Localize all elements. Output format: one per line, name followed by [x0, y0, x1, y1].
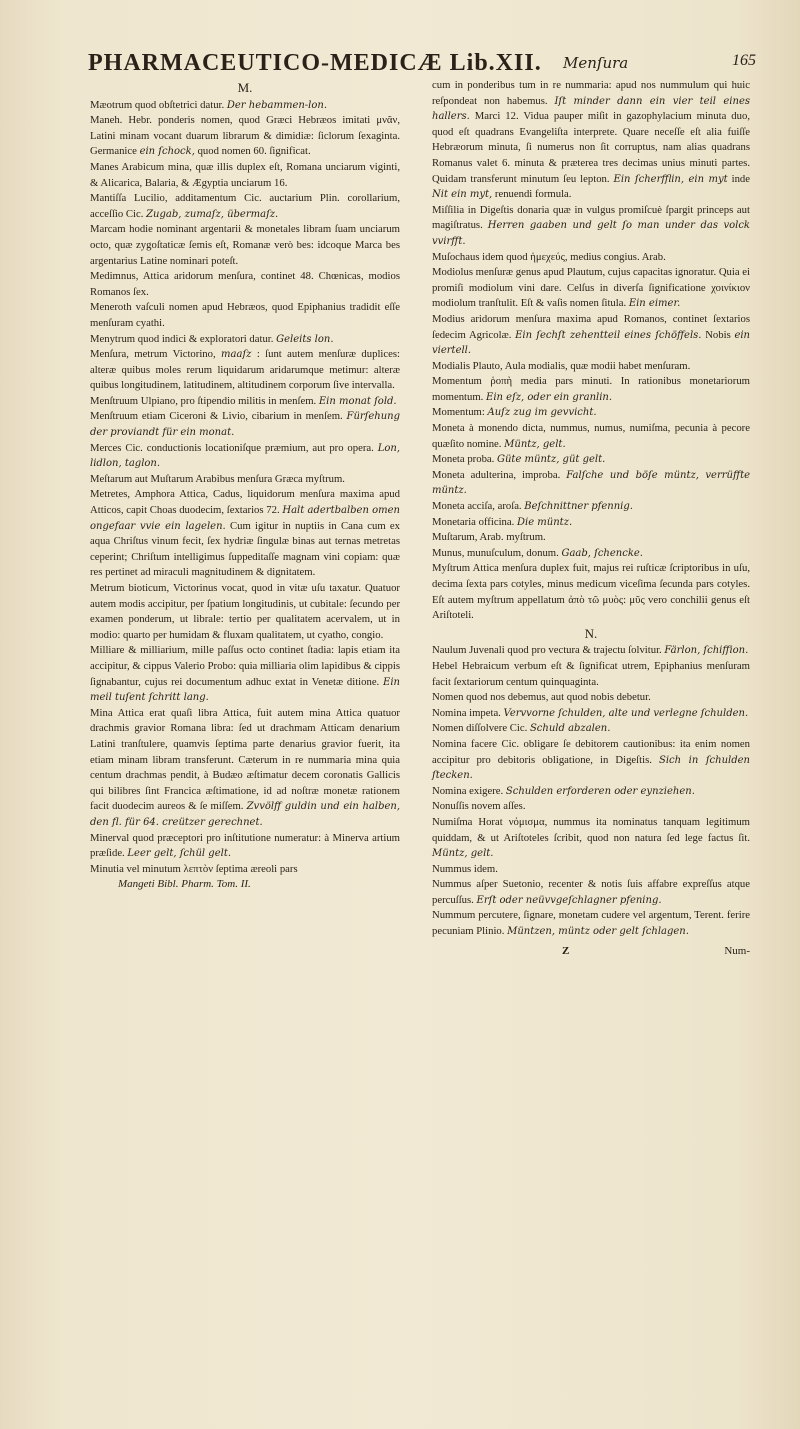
dictionary-entry [90, 441, 400, 472]
letter-heading-m: M. [237, 80, 253, 95]
german-gloss: Fürſehung der proviandt für ein monat. [90, 411, 401, 439]
dictionary-entry [432, 799, 750, 815]
german-gloss: maaſz [221, 349, 252, 361]
latin-text: Nummum percutere, ſignare, monetam cudere vel argentum, Terent. ferire pecuniam Plinio. [432, 909, 750, 938]
german-gloss: Ein meil tuſent ſchritt lang. [90, 676, 400, 704]
latin-text: Mæotrum quod obſtetrici datur. [90, 98, 225, 111]
german-gloss: Geleits lon. [276, 333, 334, 345]
german-gloss: Gaab, ſchencke. [561, 547, 643, 559]
footer-bibliography: Mangeti Bibl. Pharm. Tom. II. [118, 878, 251, 891]
dictionary-entry [90, 472, 400, 488]
latin-text: Modius aridorum menſura maxima apud Romanos, continet ſextarios ſedecim Agricolæ. [432, 312, 750, 341]
latin-text: Mina Attica erat quaſi libra Attica, fuit autem mina Attica quatuor drachmis gravior Romana libra: ſed ut drachmam Atticam denarium Latini tranſtulere, quamvis ſeptima parte denarius gravior fuerit, ita etiam minam libram transferunt. Cæterum in re nummaria mina quia centum drachmas pendit, à Budæo æſtimatur decem coronatis Gallicis qui bilibres ſint Francica æſtimatione, id ad noſtræ monetæ rationem facit duodecim aureos & ſe miſſem. [90, 706, 400, 813]
dictionary-entry [432, 643, 750, 659]
latin-text: Moneta acciſa, aroſa. [432, 500, 522, 513]
latin-text: Menſura, metrum Victorino, [90, 348, 216, 361]
dictionary-entry [90, 300, 400, 331]
german-gloss: Der hebammen-lon. [226, 99, 328, 111]
latin-text: Naulum Juvenali quod pro vectura & trajectu ſolvitur. [432, 644, 662, 657]
dictionary-entry [90, 581, 400, 643]
latin-text: Meſtarum aut Muſtarum Arabibus menſura Græca myſtrum. [90, 472, 345, 485]
latin-text: Nummus idem. [432, 862, 498, 875]
german-gloss: Iſt minder dann ein vier teil eines hallers. [432, 95, 750, 123]
dictionary-entry [90, 487, 400, 581]
signature-mark: Z [562, 944, 570, 957]
dictionary-entry [432, 452, 750, 468]
latin-text: Minerval quod præceptori pro inſtitutione numeratur: à Minerva artium præſide. [90, 831, 400, 860]
left-column [90, 78, 400, 893]
latin-text: Momentum: [432, 406, 485, 419]
dictionary-entry [90, 409, 400, 440]
page-number: 165 [732, 52, 756, 69]
german-gloss: Zvvölff guldin und ein halben, den fl. für 64. creützer gerechnet. [90, 801, 401, 828]
latin-text: Nomen quod nos debemus, aut quod nobis debetur. [432, 691, 651, 704]
page-header [88, 48, 756, 82]
latin-text: Miſſilia in Digeſtis donaria quæ in vulgus promiſcuè ſpargit princeps aut magiſtratus. [432, 203, 750, 232]
dictionary-entry [432, 815, 750, 862]
german-gloss: ein viertell. [432, 329, 750, 357]
dictionary-entry [432, 737, 750, 784]
dictionary-entry [432, 721, 750, 737]
latin-text: Myſtrum Attica menſura duplex fuit, majus rei ruſticæ ſcriptoribus in uſu, decima ſexta pars cotyles, minus medicum viceſima ſecunda pars cotyles. Eſt autem myſtrum appellatum ἀπὸ τῶ μυὸς: μῦς vero conchilii genus eſt Ariſtoteli. [432, 562, 750, 622]
right-entries-top [432, 78, 750, 624]
german-gloss: Die müntz. [516, 516, 573, 528]
latin-text: Muſtarum, Arab. myſtrum. [432, 531, 546, 544]
dictionary-entry [432, 561, 750, 623]
latin-text: Nomina facere Cic. obligare ſe debitorem cautionibus: ita enim nomen accipitur pro debitoris obligatione, in Digeſtis. [432, 737, 750, 766]
dictionary-entry [432, 78, 750, 203]
latin-text: Munus, munuſculum, donum. [432, 546, 559, 559]
german-gloss: Ein eimer. [628, 298, 681, 310]
dictionary-entry [432, 690, 750, 706]
german-gloss: Färlon, ſchiffion. [664, 645, 749, 657]
latin-text: Nummus aſper Suetonio, recenter & notis ſuis affabre expreſſus atque percuſſus. [432, 878, 750, 906]
latin-text: Metretes, Amphora Attica, Cadus, liquidorum menſura maxima apud Atticos, capit Choas duodecim, ſextarios 72. [90, 488, 400, 517]
latin-text: Menſtruum Ulpiano, pro ſtipendio militis in menſem. [90, 394, 317, 407]
dictionary-entry [90, 347, 400, 394]
german-gloss: Müntz, gelt. [432, 848, 494, 860]
german-gloss: ein ſchock, [139, 146, 195, 158]
german-gloss: Herren gaaben und gelt ſo man under das volck vvirfft. [432, 220, 750, 247]
footer-right [432, 944, 750, 960]
dictionary-entry [432, 374, 750, 405]
dictionary-entry [432, 405, 750, 421]
german-gloss: Halt adertbalben omen ongefaar vvie ein lagelen. [90, 505, 400, 532]
latin-text: Minutia vel minutum λεπτὸν ſeptima æreoli pars [90, 862, 298, 875]
latin-text: Nomen diſſolvere Cic. [432, 722, 528, 735]
dictionary-entry [432, 499, 750, 515]
dictionary-entry [90, 706, 400, 831]
german-gloss: Ein ſechſt zehentteil eines ſchöffels. [515, 329, 702, 341]
dictionary-entry [432, 877, 750, 908]
german-gloss: Müntz, gelt. [504, 438, 566, 450]
latin-text: Meneroth vaſculi nomen apud Hebræos, quod Epiphanius tradidit eſſe menſuram cyathi. [90, 301, 400, 329]
german-gloss: Lon, lidlon, taglon. [90, 442, 400, 470]
latin-text: Moneta proba. [432, 453, 495, 466]
dictionary-entry [432, 659, 750, 690]
latin-text: Moneta adulterina, improba. [432, 468, 561, 481]
german-gloss: Erſt oder neüvvgeſchlagner pfening. [476, 894, 662, 906]
latin-text: Milliare & milliarium, mille paſſus octo continet ſtadia: lapis etiam ita accipitur, & cippus Valerio Probo: quia milliaria olim lapidibus & cippis ſignabantur, cujus rei documentum adhuc extat in Venetæ ditione. [90, 644, 400, 688]
dictionary-entry [90, 862, 400, 878]
dictionary-entry [432, 530, 750, 546]
german-gloss: Vervvorne ſchulden, alte und verlegne ſchulden. [503, 707, 749, 719]
latin-text: Nomina impeta. [432, 706, 501, 719]
german-gloss: Schulden erforderen oder eynziehen. [505, 785, 695, 797]
dictionary-entry [432, 265, 750, 312]
dictionary-entry [90, 332, 400, 348]
german-gloss: Falſche und böſe müntz, verrüffte müntz. [432, 469, 750, 497]
catchword: Num- [724, 944, 750, 957]
dictionary-entry [432, 515, 750, 531]
latin-text: Monetaria officina. [432, 515, 515, 528]
latin-text: Nobis [705, 328, 731, 341]
dictionary-entry [90, 643, 400, 705]
page-title: PHARMACEUTICO-MEDICÆ Lib.XII. [88, 50, 542, 76]
dictionary-entry [432, 908, 750, 939]
dictionary-entry [432, 784, 750, 800]
german-gloss: Ein ſcherfflin, ein myt [613, 173, 728, 185]
latin-text: Mantiſſa Lucilio, additamentum Cic. auctarium Plin. corollarium, acceſſio Cic. [90, 192, 400, 220]
running-head: Menſura [563, 54, 629, 72]
right-entries-bottom [432, 643, 750, 939]
latin-text: renuendi formula. [494, 188, 572, 201]
dictionary-entry [432, 546, 750, 562]
latin-text: Nonuſſis novem aſſes. [432, 800, 526, 813]
german-gloss: Zugab, zumaſz, übermaſz. [146, 208, 279, 220]
latin-text: Menytrum quod indici & exploratori datur. [90, 332, 274, 345]
dictionary-entry [432, 359, 750, 375]
latin-text: Metrum bioticum, Victorinus vocat, quod in vitæ uſu taxatur. Quatuor autem modis accipitur, per ſpatium longitudinis, ut cubitale: ſecundo per examen ponderum, ut librale: tertio per qualitatem acervalem, ut in modio: quarto per humidam & fluxam qualitatem, ut cyatho, congio. [90, 582, 400, 641]
latin-text: Marci 12. Vidua pauper miſit in gazophylacium minuta duo, quod eſt quadrans Evangeliſta interprete. Quare neceſſe eſt alia fuiſſe Hebræorum minuta, ſi numerus non ſit corruptus, nam alias quadrans Romanus valet 6. minuta & præterea tres decimas unius minuti partes. Quidam transferunt minutum ſeu lepton. [432, 110, 751, 185]
dictionary-entry [90, 831, 400, 862]
dictionary-entry [90, 394, 400, 410]
latin-text: Moneta à monendo dicta, nummus, numus, numiſma, pecunia à pecore quæſito nomine. [432, 422, 750, 450]
dictionary-entry [432, 203, 750, 250]
dictionary-entry [90, 98, 400, 114]
german-gloss: Beſchnittner pfennig. [524, 501, 633, 513]
german-gloss: Schuld abzalen. [529, 723, 611, 735]
latin-text: Hebel Hebraicum verbum eſt & ſignificat utrem, Epiphanius menſuram facit ſextariorum centum quinquaginta. [432, 659, 750, 688]
dictionary-entry [90, 269, 400, 300]
latin-text: Nomina exigere. [432, 784, 504, 797]
latin-text: Numiſma Horat νόμισμα, nummus ita nominatus tanquam legitimum quiddam, & ut Ariſtoteles ſcribit, quod non natura ſed lege factus ſit. [432, 815, 750, 844]
dictionary-entry [90, 191, 400, 222]
latin-text: Medimnus, Attica aridorum menſura, continet 48. Chœnicas, modios Romanos ſex. [90, 270, 400, 298]
right-column [432, 78, 750, 959]
left-entries [90, 98, 400, 878]
latin-text: cum in ponderibus tum in re nummaria: apud nos nummulum qui huic reſpondeat non habemus. [432, 79, 750, 107]
latin-text: Cum igitur in nuptiis in Cana cum ex aqua Chriſtus vinum fecit, ſex hydriæ ſingulæ binas aut ternas metretas ceperint; Chriſtum intelligimus ſuppeditaſſe magnam vini copiam: quæ res pertinet ad miraculi magnitudinem & dignitatem. [90, 519, 400, 579]
latin-text: Maneh. Hebr. ponderis nomen, quod Græci Hebræos imitati μνᾶν, Latini minam vocant duarum librarum & dimidiæ: ſiclorum ſexaginta. Germanice [90, 114, 400, 158]
german-gloss: Sich in ſchulden ſtecken. [432, 754, 750, 782]
german-gloss: Nit ein myt, [432, 189, 493, 201]
dictionary-entry [90, 222, 400, 269]
german-gloss: Ein eſz, oder ein granlin. [486, 391, 613, 403]
letter-heading-n: N. [584, 625, 598, 641]
latin-text: Marcam hodie nominant argentarii & monetales libram ſuam unciarum octo, quæ zygoſtaticæ ſemis eſt, Romanæ verò bes: idcoque Marca bes argentarius Latine nominari poteſt. [90, 223, 400, 267]
german-gloss: Müntzen, müntz oder gelt ſchlagen. [507, 926, 689, 938]
dictionary-entry [432, 250, 750, 266]
latin-text: Menſtruum etiam Ciceroni & Livio, cibarium in menſem. [90, 410, 343, 423]
dictionary-entry [90, 160, 400, 191]
latin-text: Merces Cic. conductionis locationiſque præmium, aut pro opera. [90, 441, 374, 454]
german-gloss: Leer gelt, ſchül gelt. [127, 848, 232, 860]
latin-text: : ſunt autem menſuræ duplices: alteræ quibus moles rerum liquidarum aridarumque metimur: alteræ quibus longitudinem, latitudinem, altitudinem corporum ſive intervalla. [90, 348, 401, 392]
dictionary-entry [432, 421, 750, 452]
dictionary-entry [432, 706, 750, 722]
latin-text: Modialis Plauto, Aula modialis, quæ modii habet menſuram. [432, 359, 691, 372]
latin-text: Manes Arabicum mina, quæ illis duplex eſt, Romana unciarum viginti, & Alicarica, Balaria, & Ægyptia unciarum 16. [90, 160, 400, 189]
dictionary-entry [432, 468, 750, 499]
german-gloss: Ein monat ſold. [318, 395, 397, 407]
german-gloss: Auſz zug im gevvicht. [487, 407, 597, 419]
latin-text: Muſochaus idem quod ἡμεχεύς, medius congius. Arab. [432, 250, 666, 263]
latin-text: inde [731, 172, 751, 185]
latin-text: quod nomen 60. ſignificat. [197, 145, 311, 158]
dictionary-entry [432, 862, 750, 878]
dictionary-entry [432, 312, 750, 359]
latin-text: Momentum ῥοπὴ media pars minuti. In rationibus monetariorum momentum. [432, 375, 750, 403]
german-gloss: Güte müntz, güt gelt. [497, 454, 606, 466]
latin-text: Modiolus menſuræ genus apud Plautum, cujus capacitas ignoratur. Quia ei promiſi modiolum vini dare. Celſus in diverſa ſignificatione χοινίκιον modiolum tranſtulit. Eſt & vaſis nomen ſitula. [432, 266, 750, 310]
dictionary-entry [90, 113, 400, 160]
